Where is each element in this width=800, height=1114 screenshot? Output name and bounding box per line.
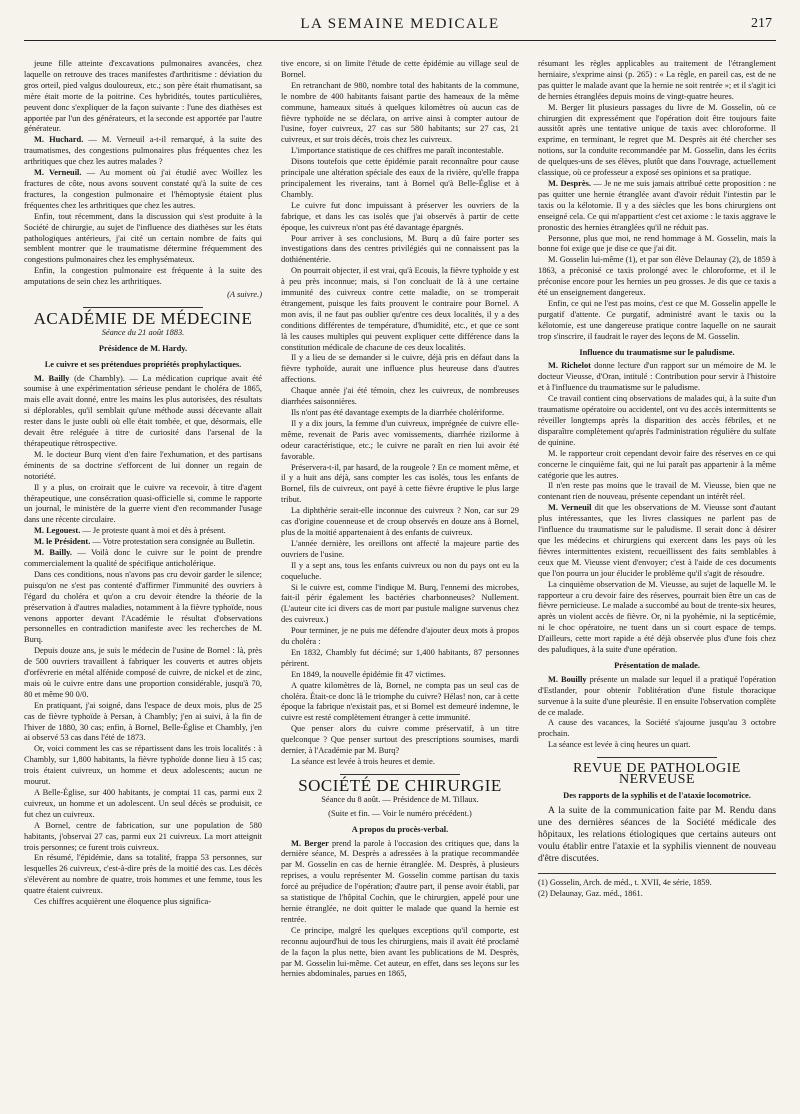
paragraph: Chaque année j'ai été témoin, chez les cuivreux, de nombreuses diarrhées saisonnières. xyxy=(281,386,519,407)
paragraph: Il y a lieu de se demander si le cuivre, déjà pris en défaut dans la fièvre typhoïde, aurait une influence plus heureuse dans d'autres affections. xyxy=(281,353,519,385)
speaker: M. Verneuil xyxy=(548,503,592,513)
paragraph xyxy=(24,135,262,168)
paragraph: En résumé, l'épidémie, dans sa totalité, frappa 53 personnes, sur lesquelles 26 cuivreux, c'est-à-dire près de la moitié des cas. Les décès s'élevèrent au nombre de quatre, trois hommes et une femme, tous les quatre étaient cuivreux. xyxy=(24,853,262,896)
paragraph: Depuis douze ans, je suis le médecin de l'usine de Bornel : là, près de 500 ouvriers travaillent à fabriquer les couverts et autres objets d'orfèvrerie en métal alfénide composé de cuivre, de nickel et de zinc, mais où le cuivre entre dans une proportion considérable, jusqu'à 70, 80 et même 90 0/0. xyxy=(24,646,262,699)
paragraph xyxy=(538,361,776,394)
speaker: M. Huchard. xyxy=(34,135,84,145)
speech: (de Chambly). — La médication cuprique avait été soumise à une expérimentation sérieuse pendant le choléra de 1865, mais elle avait donné, entre les mains les plus autorisées, des résultats si déplorables, qu'il semblait qu'une méthode aussi décevante allait rester dans le juste oubli où elle était tombée, et que, désormais, elle devait être reléguée à titre de curiosité dans l'arsenal de la thérapeutique rétrospective. xyxy=(24,373,262,448)
paragraph xyxy=(24,548,262,570)
subject-heading: Le cuivre et ses prétendues propriétés prophylactiques. xyxy=(44,359,242,369)
paragraph: L'importance statistique de ces chiffres me paraît incontestable. xyxy=(291,146,504,156)
paragraph: En 1832, Chambly fut décimé; sur 1,400 habitants, 87 personnes périrent. xyxy=(281,647,519,668)
session-date: Séance du 21 août 1883. xyxy=(101,327,185,337)
divider xyxy=(340,774,460,775)
paragraph: Ce travail contient cinq observations de malades qui, à la suite d'un traumatisme opératoire ou accidentel, ont vu des accès intermittents se réveiller longtemps après la disparition des accès fébriles, et ne disparaître complètement qu'après l'administration régulière du sulfate de quinine. xyxy=(538,394,776,447)
paragraph: Le cuivre fut donc impuissant à préserver les ouvriers de la fabrique, et dans les cas isolés que j'ai observés à partir de cette époque, les cuivreux n'ont pas été davantage épargnés. xyxy=(281,200,519,232)
paragraph: On pourrait objecter, il est vrai, qu'à Ecouis, la fièvre typhoïde y est à peu près inconnue; mais, si l'on concluait de là à une certaine immunité des cuivreux contre cette maladie, on se tromperait étrangement, puisque les faits prouvent le contraire pour Bornel. A mon avis, il ne faut pas oublier qu'entre ces deux localités, il y a des conditions différentes de température, d'humidité, etc., et que ce sont là les causes multiples qui peuvent expliquer cette différence dans la constitution médicale de chacune de ces deux localités. xyxy=(281,266,519,352)
paragraph: Pour terminer, je ne puis me défendre d'ajouter deux mots à propos du choléra : xyxy=(281,626,519,647)
speaker: M. Richelot xyxy=(548,361,591,371)
paragraph xyxy=(538,675,776,719)
paragraph: En pratiquant, j'ai soigné, dans l'espace de deux mois, plus de 25 cas de fièvre typhoïde à Persan, à Chambly; j'en ai suivi, à la fin de l'hiver de 1880, 30 cas; enfin, à Bornel, Belle-Église et Chambly, j'en ai observé 53 cas dans l'été de 1873. xyxy=(24,700,262,743)
paragraph: Si le cuivre est, comme l'indique M. Burq, l'ennemi des microbes, fait-il périr également les bactéries charbonneuses? Nullement. (L'auteur cite ici divers cas de mort par pustule maligne survenus chez des cuivreux.) xyxy=(281,582,519,625)
paragraph: En retranchant de 980, nombre total des habitants de la commune, le nombre de 400 habitants faisant partie des hameaux de la même commune, hameaux situés à quelques kilomètres où aucun cas de fièvre typhoïde ne se déclara, on arrive ainsi à compter autour de l'usine, foyer cuivreux, 27 cas sur 580 habitants; sur 27 cas, 21 cuivreux, et sur trois décès, trois chez les cuivreux. xyxy=(281,80,519,145)
paragraph xyxy=(24,537,262,548)
speaker: M. Verneuil. xyxy=(34,168,82,178)
paragraph: résumant les règles applicables au traitement de l'étranglement herniaire, s'exprime ainsi (p. 265) : « La règle, en pareil cas, est de ne pas quitter le malade avant que la hernie ne soit rentrée »; et il s'agit ici de hernies étranglées depuis moins de vingt-quatre heures. xyxy=(538,59,776,101)
paragraph: La séance est levée à trois heures et demie. xyxy=(291,757,435,766)
paragraph: A quatre kilomètres de là, Bornel, ne compta pas un seul cas de choléra. Était-ce donc là le triomphe du cuivre? Hélas! non, car à cette époque la fabrique n'existait pas, et si Bornel est demeuré indemne, le cuivre est resté complètement étranger à cette immunité. xyxy=(281,680,519,723)
paragraph: L'année dernière, les oreillons ont affecté la majeure partie des ouvriers de l'usine. xyxy=(281,538,519,559)
speech: — Je proteste quant à moi et dès à présent. xyxy=(82,526,226,536)
paragraph: Enfin, ce qui ne l'est pas moins, c'est ce que M. Gosselin appelle le purgatif d'attente. Ce purgatif, administré avant le taxis ou la kélotomie, est une dangereuse pratique contre laquelle on ne saurait trop s'inscrire, il faudrait le rayer des leçons de M. Gosselin. xyxy=(538,298,776,341)
paragraph: Or, voici comment les cas se répartissent dans les trois localités : à Chambly, sur 1,800 habitants, la fièvre typhoïde donne lieu à 15 cas; trois étaient cuivreux, un homme et deux adolescents; aucun ne mourut. xyxy=(24,744,262,787)
paragraph: La cinquième observation de M. Vieusse, au sujet de laquelle M. le rapporteur a cru devoir faire des réserves, pourrait bien être un cas de fièvre pernicieuse. Le malade a succombé au bout de trente-six heures, après un violent accès de fièvre. Or, ni la pyohémie, ni la septicémie, ni le choc opératoire, ne tuent dans un si court espace de temps. D'ailleurs, cette mort rapide a été déjà observée plus d'une fois chez des paludiques, à la suite d'une opération. xyxy=(538,579,776,655)
column-2 xyxy=(281,59,519,1113)
divider xyxy=(597,757,717,758)
section-title: SOCIÉTÉ DE CHIRURGIE xyxy=(298,775,502,795)
speech: prend la parole à l'occasion des critiques que, dans la dernière séance, M. Desprès a adressées à la pratique recommandée par M. Gosselin en cas de hernie étranglée. M. Desprès, à plusieurs reprises, a voulu représenter M. Gosselin comme partisan du taxis forcé au préjudice de l'opération; d'autre part, il pense avoir établi, par sa statistique de l'hôpital Cochin, que le chirurgien, appelé pour une hernie étranglée, ne doit quitter le malade que quand la hernie est rentrée. xyxy=(281,838,519,924)
subject-heading: Des rapports de la syphilis et de l'ataxie locomotrice. xyxy=(563,791,751,800)
subject-heading: Influence du traumatisme sur le paludisme. xyxy=(579,347,735,357)
paragraph: Préservera-t-il, par hasard, de la rougeole ? En ce moment même, et il y a huit ans déjà, sans compter les cas isolés, tous les enfants de Bornel, fils de cuivreux, ont payé à cette fièvre éruptive le plus large tribut. xyxy=(281,462,519,505)
paragraph xyxy=(281,839,519,926)
paragraph: Personne, plus que moi, ne rend hommage à M. Gosselin, mais la bonne foi exige que je dise ce que j'ai dit. xyxy=(538,233,776,254)
column-3 xyxy=(538,59,776,1113)
journal-title: LA SEMAINE MEDICALE xyxy=(300,16,500,32)
speech: — Au moment où j'ai étudié avec Woillez les fractures de côte, nous avons souvent constaté qu'à la suite de ces fractures, la congestion pulmonaire et l'hémoptysie étaient plus fréquentes chez les arthritiques que chez les autres. xyxy=(24,168,262,210)
speech: — Voilà donc le cuivre sur le point de prendre commercialement la qualité de spécifique anticholérique. xyxy=(24,548,262,568)
footnotes xyxy=(538,873,776,900)
paragraph: Que penser alors du cuivre comme préservatif, à un titre quelconque ? Que penser surtout des prescriptions soumises, mardi dernier, à l'Académie par M. Burq? xyxy=(281,724,519,756)
paragraph: M. Berger lit plusieurs passages du livre de M. Gosselin, où ce chirurgien dit expressément que l'opération doit être toujours faite aussitôt après une tentative unique de taxis avec chloroforme. Il exprime, en terminant, le regret que M. Desprès ait été chercher ses notions, sur la conduite recommandée par M. Gosselin, dans les écrits de quelques-uns de ses élèves, plutôt que dans l'ouvrage, actuellement classique, où ce professeur a exposé ses opinions et sa pratique. xyxy=(538,102,776,178)
paragraph: Il y a dix jours, la femme d'un cuivreux, imprégnée de cuivre elle-même, revenait de Paris avec vomissements, diarrhée rizilorme à odeur caractéristique, etc.; le cuivre ne paraît en rien lui avoir été favorable. xyxy=(281,418,519,461)
speaker: M. Bailly. xyxy=(34,548,72,558)
paragraph xyxy=(24,526,262,537)
speech: présente un malade sur lequel il a pratiqué l'opération d'Estlander, pour obtenir l'oblitération d'une fistule thoracique survenue à la suite d'une pleurésie. Il en ensuite l'observation complète de ce malade. xyxy=(538,674,776,717)
paragraph: M. le rapporteur croit cependant devoir faire des réserves en ce qui concerne le cinquième fait, qui ne lui paraît pas appartenir à la même catégorie que les autres. xyxy=(538,448,776,480)
speech: dit que les observations de M. Vieusse sont d'autant plus intéressantes, que les livres classiques ne parlent pas de l'influence du traumatisme sur le paludisme. Il serait donc à désirer que les médecins et chirurgiens qui exercent dans les pays où les fièvres intermittentes existent, recueillissent des faits semblables à ceux que M. Vieusse vient d'envoyer; c'est à l'aide de ces documents que l'on pourra un jour élucider le problème qu'il s'agit de résoudre. xyxy=(538,503,776,578)
paragraph: Dans ces conditions, nous n'avons pas cru devoir garder le silence; puisqu'on ne s'est pas contenté d'affirmer l'immunité des ouvriers à l'égard du choléra et qu'on a cru devoir étendre la théorie de la préservation à d'autres maladies, notamment à la fièvre typhoïde, nous venons apporter devant l'Académie le résultat d'observations personnelles en contradiction manifeste avec les recherches de M. Burq. xyxy=(24,569,262,645)
column-1 xyxy=(24,59,262,1113)
paragraph xyxy=(24,374,262,450)
paragraph: Disons toutefois que cette épidémie parait reconnaître pour cause principale une altération spéciale des eaux de la rivière, qu'elle frappa principalement les riverains, tant à Bornel qu'à Belle-Église et à Chambly. xyxy=(281,157,519,199)
paragraph: Enfin, tout récemment, dans la discussion qui s'est produite à la Société de chirurgie, au sujet de l'influence des diathèses sur les états pathologiques antérieurs, j'ai cité un certain nombre de faits qui semblent montrer que le traumatisme détermine fréquemment des congestions pulmonaires chez les emphysémateux. xyxy=(24,211,262,265)
paragraph: tive encore, si on limite l'étude de cette épidémie au village seul de Bornel. xyxy=(281,59,519,79)
paragraph: Il n'en reste pas moins que le travail de M. Vieusse, bien que ne contenant rien de nouveau, présente cependant un intérêt réel. xyxy=(538,481,776,502)
divider xyxy=(83,307,203,308)
footnote: (2) Delaunay, Gaz. méd., 1861. xyxy=(538,888,643,898)
footnote: (1) Gosselin, Arch. de méd., t. XVII, 4e série, 1859. xyxy=(538,877,712,887)
section-title: ACADÉMIE DE MÉDECINE xyxy=(33,308,253,328)
presidency: Présidence de M. Hardy. xyxy=(98,343,188,353)
to-be-continued: (A suivre.) xyxy=(227,290,262,300)
speech: — Je ne me suis jamais attribué cette proposition : ne pas quitter une hernie étranglée avant d'avoir réduit l'intestin par le taxis ou la kélotomie. Il y a des siècles que les bons chirurgiens ont enseigné cela. Ce qui m'appartient c'est cet axiome : le taxis aggrave le pronostic des hernies étranglées qu'il ne réduit pas. xyxy=(538,178,776,232)
speech: donne lecture d'un rapport sur un mémoire de M. le docteur Vieusse, d'Oran, intitulé : Contribution pour servir à l'histoire et à l'influence du traumatisme sur le paludisme. xyxy=(538,361,776,393)
subject-heading: Présentation de malade. xyxy=(614,660,700,670)
paragraph: A Belle-Église, sur 400 habitants, je comptai 11 cas, parmi eux 2 cuivreux, un homme et un adolescent. Un seul décès se produisit, ce fut chez un cuivreux. xyxy=(24,788,262,819)
paragraph: A Bornel, centre de fabrication, sur une population de 580 habitants, j'observai 27 cas, parmi eux 21 cuivreux. La mort atteignit trois personnes; ce furent trois cuivreux. xyxy=(24,820,262,852)
paragraph xyxy=(538,503,776,579)
paragraph: Enfin, la congestion pulmonaire est fréquente à la suite des amputations de sein chez les arthritiques. xyxy=(24,266,262,287)
paragraph: En 1849, la nouvelle épidémie fit 47 victimes. xyxy=(291,669,446,679)
paragraph: M. le docteur Burq vient d'en faire l'exhumation, et des partisans éminents de sa doctrine s'efforcent de lui donner un regain de notoriété. xyxy=(24,449,262,481)
paragraph: M. Gosselin lui-même (1), et par son élève Delaunay (2), de 1859 à 1863, a préconisé ce taxis prolongé avec le chloroforme, et il le préconise encore pour les hernies un peu grosses. Je dis que ce taxis a été un enseignement dangereux. xyxy=(538,255,776,298)
paragraph: La diphthérie serait-elle inconnue des cuivreux ? Non, car sur 29 cas d'origine couenneuse et de croup observés en douze ans à Bornel, plus de la moitié appartenaient à des enfants de cuivreux. xyxy=(281,506,519,537)
paragraph: Ils n'ont pas été davantage exempts de la diarrhée cholériforme. xyxy=(291,408,505,417)
speaker: M. Bouilly xyxy=(548,674,587,684)
paragraph: Ces chiffres acquièrent une éloquence plus significa- xyxy=(34,897,212,907)
continuation-note: (Suite et fin. — Voir le numéro précédent.) xyxy=(328,808,472,818)
speaker: M. Legouest. xyxy=(34,526,81,536)
speaker: M. Bailly xyxy=(34,373,70,383)
paragraph: A la suite de la communication faite par M. Rendu dans une des dernières séances de la Société médicale des hôpitaux, les relations étiologiques que certains auteurs ont voulu établir entre l'ataxie et la syphilis viennent de nouveau d'être discutées. xyxy=(538,804,776,864)
speech: — Votre protestation sera consignée au Bulletin. xyxy=(92,537,255,547)
paragraph: Il y a plus, on croirait que le cuivre va recevoir, à titre d'agent thérapeutique, une consécration quasi-officielle si, comme le rapporte un journal, le ministère de la guerre vient d'en recommander l'usage dans une récente circulaire. xyxy=(24,482,262,525)
paragraph xyxy=(24,168,262,212)
paragraph: Il y a sept ans, tous les enfants cuivreux ou non du pays ont eu la coqueluche. xyxy=(281,560,519,581)
speaker: M. Desprès. xyxy=(548,178,591,188)
paragraph: Pour arriver à ses conclusions, M. Burq a dû faire porter ses investigations dans des centres privilégiés qui ne connaissent pas la dothiénentérie. xyxy=(281,233,519,265)
paragraph: La séance est levée à cinq heures un quart. xyxy=(548,740,691,750)
paragraph xyxy=(538,179,776,234)
paragraph: A cause des vacances, la Société s'ajourne jusqu'au 3 octobre prochain. xyxy=(538,718,776,739)
subject-heading: A propos du procès-verbal. xyxy=(351,824,449,834)
columns xyxy=(24,59,776,1113)
speaker: M. Berger xyxy=(291,838,329,848)
running-head xyxy=(24,14,776,41)
session-date: Séance du 8 août. — Présidence de M. Tillaux. xyxy=(321,794,479,804)
page-number: 217 xyxy=(751,16,772,31)
section-title: REVUE DE PATHOLOGIE NERVEUSE xyxy=(573,761,741,788)
speaker: M. le Président. xyxy=(34,537,91,547)
speech: — M. Verneuil a-t-il remarqué, à la suite des traumatismes, des congestions pulmonaires plus fréquentes chez les arthritiques que chez les autres malades ? xyxy=(24,135,262,167)
paragraph: Ce principe, malgré les quelques exceptions qu'il comporte, est reconnu aujourd'hui de tous les chirurgiens, mais il avait été proclamé de la façon la plus nette, bien avant les publications de M. Desprès, par M. Gosselin lui-même. Cet auteur, en effet, dans ses leçons sur les hernies abdominales, parues en 1865, xyxy=(281,925,519,979)
paragraph: jeune fille atteinte d'excavations pulmonaires avancées, chez laquelle on retrouve des traces manifestes d'arthritisme : déviation du gros orteil, pied valgus douloureux, etc.; son père était rhumatisant, sa mère était morte de la poitrine. Ces hybridités, toutes particulières, peuvent donc s'expliquer de la façon suivante : l'une des diathèses est apportée par l'un des générateurs, et la seconde est apportée par l'autre générateur. xyxy=(24,59,262,134)
